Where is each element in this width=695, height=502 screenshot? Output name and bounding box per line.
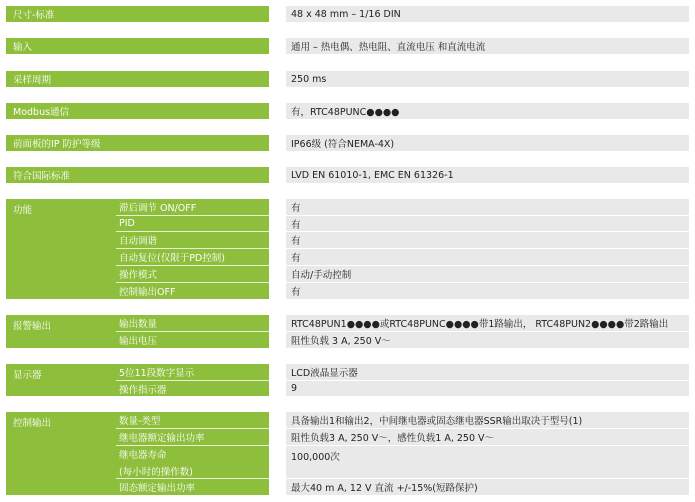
function-value-mode: 自动/手动控制 — [286, 265, 689, 282]
value-sampling: 250 ms — [286, 71, 689, 87]
value-modbus: 有，RTC48PUNC●●●● — [286, 103, 689, 119]
control-sub-relay-life-line1: 继电器寿命 — [119, 449, 167, 461]
function-sub-pid: PID — [116, 215, 269, 231]
alarm-value-count: RTC48PUN1●●●●或RTC48PUNC●●●●带1路输出， RTC48PUN2●●●●带2路输出 — [286, 315, 689, 331]
label-alarm: 报警输出 — [6, 315, 269, 348]
display-value-indicators: 9 — [286, 380, 689, 396]
label-display: 显示器 — [6, 364, 269, 396]
function-sub-mode: 操作模式 — [116, 265, 269, 282]
alarm-value-voltage: 阻性负载 3 A, 250 V～ — [286, 331, 689, 348]
value-standards: LVD EN 61010-1, EMC EN 61326-1 — [286, 167, 689, 183]
control-sub-relay-life-line2: (每小时的操作数) — [119, 466, 193, 478]
control-value-type: 具备输出1和输出2，中间继电器或固态继电器SSR输出取决于型号(1) — [286, 412, 689, 428]
control-sub-relay-life — [116, 445, 269, 478]
label-standards: 符合国际标准 — [6, 167, 269, 183]
label-size: 尺寸-标准 — [6, 6, 269, 22]
control-sub-relay-rating: 继电器额定输出功率 — [116, 428, 269, 445]
control-value-relay-life: 100,000次 — [286, 445, 689, 478]
label-control-output: 控制输出 — [6, 412, 269, 495]
function-value-hysteresis: 有 — [286, 199, 689, 215]
label-function: 功能 — [6, 199, 269, 299]
function-sub-autotune: 自动调谐 — [116, 231, 269, 248]
control-sub-ssr-rating: 固态额定输出功率 — [116, 478, 269, 495]
function-sub-output-off: 控制输出OFF — [116, 282, 269, 299]
label-input: 输入 — [6, 38, 269, 54]
value-input: 通用 – 热电偶、热电阻、直流电压 和直流电流 — [286, 38, 689, 54]
function-value-output-off: 有 — [286, 282, 689, 299]
value-size: 48 x 48 mm – 1/16 DIN — [286, 6, 689, 22]
control-value-ssr-rating: 最大40 m A, 12 V 直流 +/-15%(短路保护) — [286, 478, 689, 495]
value-ip-rating: IP66级 (符合NEMA-4X) — [286, 135, 689, 151]
function-sub-hysteresis: 滞后调节 ON/OFF — [119, 203, 197, 214]
function-value-autoreset: 有 — [286, 248, 689, 265]
display-sub-digits: 5位11段数字显示 — [119, 368, 195, 379]
display-value-digits: LCD液晶显示器 — [286, 364, 689, 380]
label-modbus: Modbus通信 — [6, 103, 269, 119]
display-sub-indicators: 操作指示器 — [116, 380, 269, 396]
function-sub-autoreset: 自动复位(仅限于PD控制) — [116, 248, 269, 265]
function-value-pid: 有 — [286, 215, 689, 231]
function-value-autotune: 有 — [286, 231, 689, 248]
label-ip-rating: 前面板的IP 防护等级 — [6, 135, 269, 151]
control-sub-type: 数量-类型 — [119, 416, 161, 427]
label-sampling: 采样周期 — [6, 71, 269, 87]
control-value-relay-rating: 阻性负载3 A, 250 V～，感性负载1 A, 250 V～ — [286, 428, 689, 445]
alarm-sub-count: 输出数量 — [119, 319, 158, 330]
alarm-sub-voltage: 输出电压 — [116, 331, 269, 348]
